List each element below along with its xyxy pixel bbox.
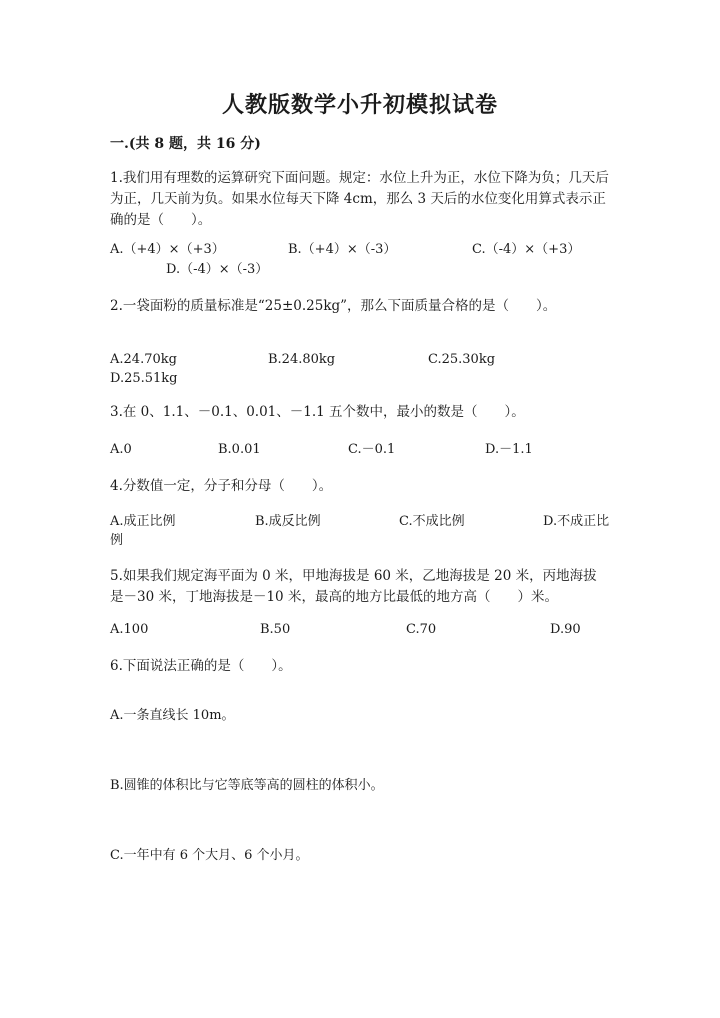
question-1-option-d[interactable]: D.（-4）×（-3）: [166, 262, 269, 277]
question-4-option-d-text: D.不成正比例: [110, 514, 610, 548]
question-3-option-c[interactable]: C.－0.1: [348, 442, 396, 457]
question-5-option-d[interactable]: D.90: [550, 622, 581, 637]
question-2-option-d[interactable]: [110, 350, 610, 388]
question-5-option-b[interactable]: B.50: [260, 622, 291, 637]
question-1-option-a[interactable]: A.（+4）×（+3）: [110, 242, 225, 257]
question-4-option-c[interactable]: C.不成比例: [399, 514, 465, 529]
question-5-option-a[interactable]: A.100: [110, 622, 149, 637]
question-6-stem: 6.下面说法正确的是（ ）。: [110, 658, 292, 674]
section-heading: 一.(共 8 题，共 16 分): [110, 136, 261, 152]
question-6-option-a[interactable]: A.一条直线长 10m。: [110, 708, 235, 723]
question-3-option-b[interactable]: B.0.01: [218, 442, 261, 457]
page-title: 人教版数学小升初模拟试卷: [221, 92, 498, 118]
question-3-option-a[interactable]: A.0: [110, 442, 132, 457]
question-4-option-a[interactable]: A.成正比例: [110, 514, 176, 529]
question-1-option-b[interactable]: B.（+4）×（-3）: [288, 242, 397, 257]
question-6-option-b[interactable]: B.圆锥的体积比与它等底等高的圆柱的体积小。: [110, 778, 384, 793]
question-1-options: [110, 240, 610, 282]
question-4-stem: 4.分数值一定，分子和分母（ ）。: [110, 478, 333, 494]
question-2-stem: 2.一袋面粉的质量标准是“25±0.25kg”，那么下面质量合格的是（ ）。: [110, 298, 557, 314]
question-2-option-c[interactable]: C.25.30kg: [428, 352, 496, 367]
question-4-options: [110, 512, 610, 554]
question-4-option-d[interactable]: [110, 512, 610, 550]
question-6-option-c[interactable]: C.一年中有 6 个大月、6 个小月。: [110, 848, 309, 863]
question-1-option-c[interactable]: C.（-4）×（+3）: [472, 242, 581, 257]
question-1-stem: 1.我们用有理数的运算研究下面问题。规定：水位上升为正，水位下降为负；几天后为正，几天前为负。如果水位每天下降 4cm，那么 3 天后的水位变化用算式表示正确的是（ ）。: [110, 170, 609, 228]
question-3-option-d[interactable]: D.－1.1: [485, 442, 533, 457]
question-4-option-b[interactable]: B.成反比例: [255, 514, 321, 529]
question-5-option-c[interactable]: C.70: [406, 622, 437, 637]
question-2-options: [110, 350, 610, 392]
question-2-option-a[interactable]: A.24.70kg: [110, 352, 177, 367]
question-3-stem: 3.在 0、1.1、－0.1、0.01、－1.1 五个数中，最小的数是（ ）。: [110, 404, 525, 420]
question-5-stem: 5.如果我们规定海平面为 0 米，甲地海拔是 60 米，乙地海拔是 20 米，丙地海拔是－30 米，丁地海拔是－10 米，最高的地方比最低的地方高（ ）米。: [110, 568, 597, 605]
question-2-option-d-text: D.25.51kg: [110, 371, 178, 386]
question-2-option-b[interactable]: B.24.80kg: [268, 352, 336, 367]
